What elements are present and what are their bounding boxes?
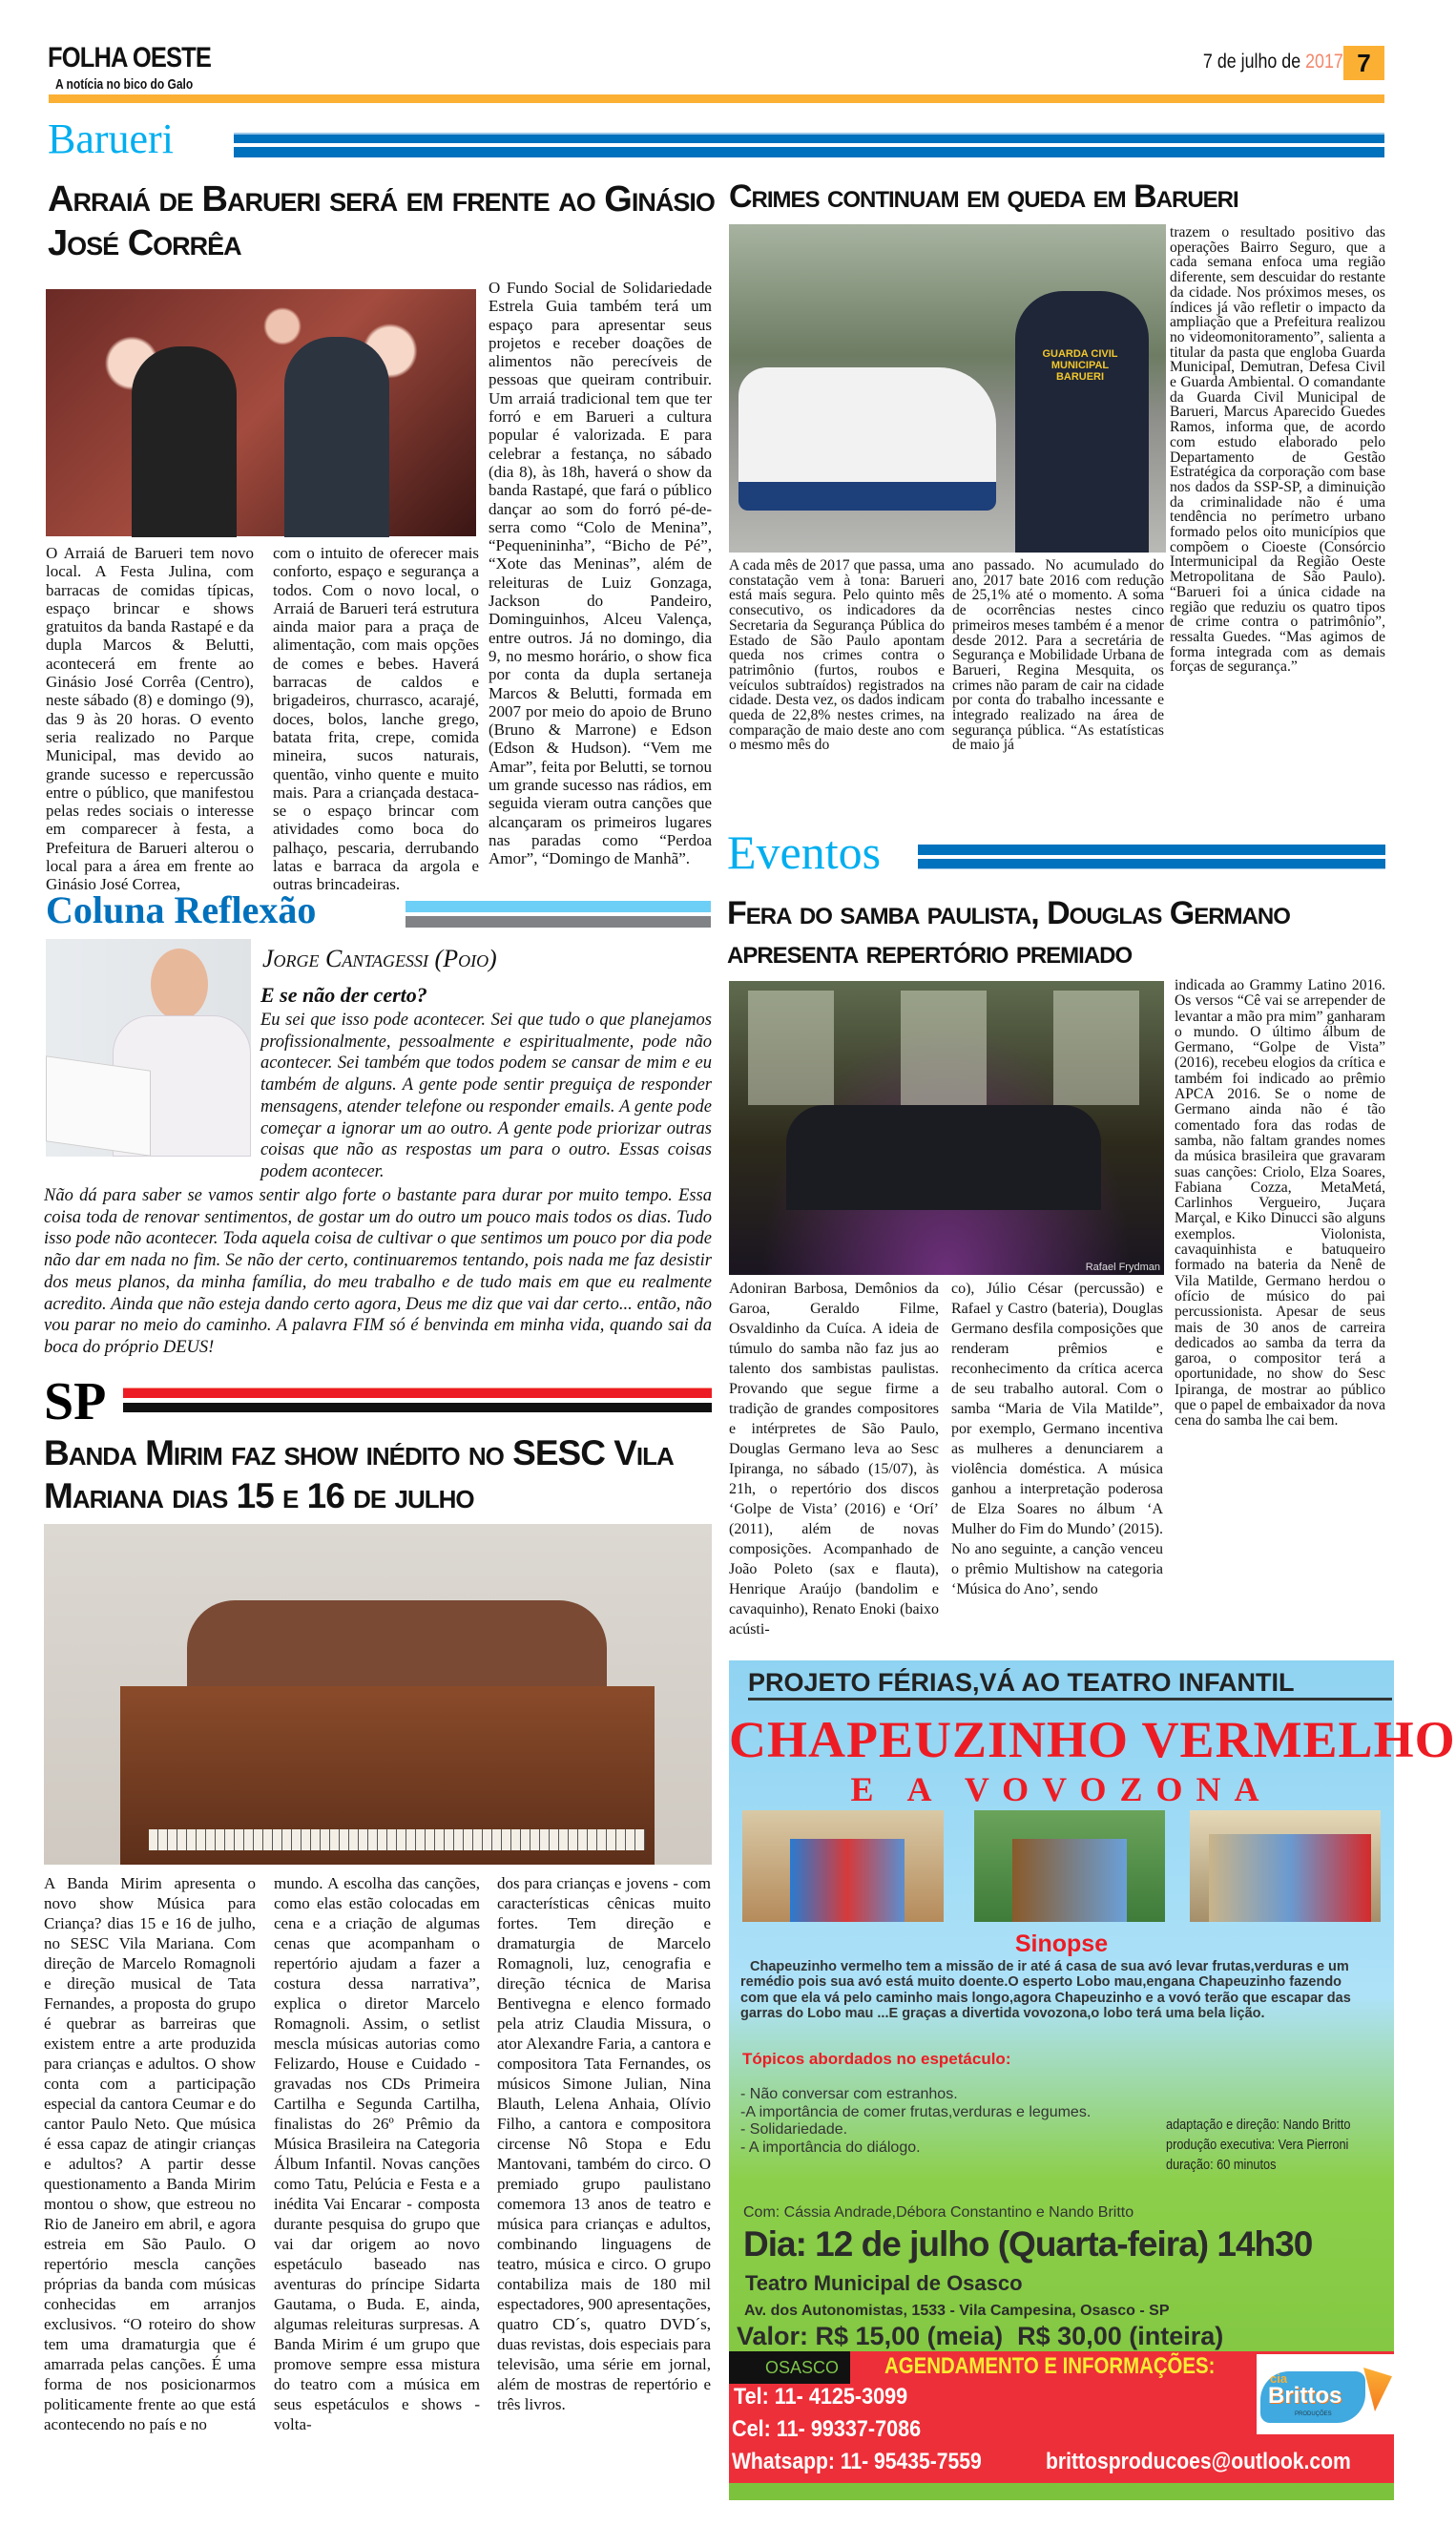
column-text-full: Não dá para saber se vamos sentir algo forte o bastante para durar por muito tempo. Essa coisa toda de renovar sentimentos, de gostar um do outro um pouco mais todos os dias. Tudo isso pode não acontecer. Toda aquela coisa de cultivar o que sentimos um pouco por dia pode não dar em nada no fim. Se não der certo, continuaremos tentando, pois nada me faz desistir dos meus planos, da minha família, do meu trabalho e de tudo mais em que eu realmente acredito. Ainda que não esteja dando certo agora, Deus me diz que vai dar certo... então, não vou parar no meio do caminho. A palavra FIM só é benvinda em minha vida, quando sai da boca do próprio DEUS! [44,1186,712,1357]
osasco-logo: OSASCO [729,2351,850,2384]
section-rule [234,133,1384,161]
section-barueri: Barueri [48,115,174,162]
crimes-headline: Crimes continuam em queda em Barueri [729,178,1238,215]
banda-col-3: dos para crianças e jovens - com características cênicas muito fortes. Tem direção e dramaturgia de Marcelo Romagnoli, luz, cenografia e direção técnica de Marisa Bentivegna e elenco formado pela atriz Claudia Missura, o ator Alexandre Faria, a cantora e compositora Tata Fernandes, os músicos Simone Julian, Nina Blauth, Lelena Anhaia, Olívio Filho, a cantora e compositora circense Nô Stopa e Edu Mantovani, também do circo. O premiado grupo paulistano comemora 13 anos de teatro e música para crianças e adultos, combinando linguagens de teatro, música e circo. O grupo contabiliza mais de 180 mil espectadores, 900 apresentações, quatro CD´s, quatro DVD´s, duas revistas, dois especiais para televisão, uma série em jornal, além de mostras de repertório e três livros. [497,1874,711,2413]
laptop [46,1055,151,1156]
column-title: E se não der certo? [260,983,427,1007]
section-coluna-reflexao: Coluna Reflexão [46,888,317,931]
ad-date: Dia: 12 de julho (Quarta-feira) 14h30 [743,2224,1313,2264]
issue-date [1203,51,1343,73]
columnist-head [151,949,208,1020]
date-prefix: 7 de julho de [1203,51,1301,73]
section-rule [918,845,1385,873]
ad-email[interactable]: brittosproducoes@outlook.com [1046,2449,1351,2474]
crimes-photo [729,224,1166,553]
ad-topic: - Solidariedade. [740,2121,848,2138]
ad-address: Av. dos Autonomistas, 1533 - Vila Campesina, Osasco - SP [744,2303,1170,2319]
musicians [786,1105,1101,1210]
arraia-col-3: O Fundo Social de Solidariedade Estrela Guia também terá um espaço para apresentar seus projetos e receber doações de alimentos não perecíveis de pessoas que queiram contribuir. Um arraiá tradicional tem que ter forró e em Barueri a cultura popular é valorizada. E para celebrar a festança, no sábado (dia 8), às 18h, haverá o show da banda Rastapé, que fará o público dançar ao som do forró pé-de-serra como “Colo de Menina”, “Pequenininha”, “Bicho de Pé”, “Xote das Meninas”, além de releituras de Luiz Gonzaga, Jackson do Pandeiro, Dominguinhos, Alceu Valença, entre outros. Já no domingo, dia 9, no mesmo horário, o show fica por conta da dupla sertaneja Marcos & Belutti, formada em 2007 por meio do apoio de Bruno (Bruno & Marrone) e Edson (Edson & Hudson). “Vem me Amar”, feita por Belutti, se tornou um grande sucesso nas rádios, em seguida vieram outra canções que alcançaram os primeiros lugares nas paradas como “Perdoa Amor”, “Domingo de Manhã”. [489,279,712,868]
police-car [738,367,996,511]
actors [790,1839,905,1922]
ad-whatsapp: Whatsapp: 11- 95435-7559 [732,2449,982,2474]
ad-topics-label: Tópicos abordados no espetáculo: [742,2050,1011,2068]
brittos-logo-sub: PRODUÇÕES [1295,2411,1332,2417]
crimes-col-3: trazem o resultado positivo das operações Bairro Seguro, que a cada semana enfoca uma região diferente, sem descuidar do restante da cidade. Nos próximos meses, os índices já vão refletir o impacto da ampliação que a Prefeitura realizou no videomonitoramento”, salienta a titular da pasta que engloba Guarda Municipal, Demutran, Defesa Civil e Guarda Ambiental. O comandante da Guarda Civil Municipal de Barueri, Marcus Aparecido Guedes Ramos, informa que, de acordo com estudo elaborado pelo Departamento de Gestão Estratégica da corporação com base nos dados da SSP-SP, a diminuição da criminalidade não é uma tendência no perímetro urbano formado pelos oito municípios que compõem o Cioeste (Consórcio Intermunicipal da Região Oeste Metropolitana de São Paulo). “Barueri foi a única cidade na região que reduziu os quatro tipos de crime contra o patrimônio”, ressalta Guedes. “Mas agimos de forma integrada com as demais forças de segurança.” [1170,224,1385,676]
ad-cel: Cel: 11- 99337-7086 [732,2416,922,2442]
banda-photo [44,1524,712,1865]
actors [1012,1839,1127,1922]
window [1053,991,1139,1105]
ad-credit: adaptação e direção: Nando Britto [1166,2117,1351,2133]
ad-title: CHAPEUZINHO VERMELHO [729,1711,1456,1768]
window [748,991,834,1105]
ad-sinopse-label: Sinopse [1014,1930,1109,1957]
douglas-headline: Fera do samba paulista, Douglas Germano apresenta repertório premiado [727,895,1290,971]
columnist-photo [46,939,251,1157]
singer-figure [284,337,389,537]
ad-booking-title: AGENDAMENTO E INFORMAÇÕES: [884,2353,1216,2379]
brittos-logo-flag [1363,2368,1392,2411]
section-eventos: Eventos [727,825,882,879]
ad-cast: Com: Cássia Andrade,Débora Constantino e Nando Britto [743,2204,1134,2221]
douglas-col-1: Adoniran Barbosa, Demônios da Garoa, Geraldo Filme, Osvaldinho da Cuíca. A ideia de túmulo do samba não faz jus ao talento dos sambistas paulistas. Provando que segue firme a tradição de grandes compositores e intérpretes de São Paulo, Douglas Germano leva ao Sesc Ipiranga, no sábado (15/07), às 21h, o repertório dos discos ‘Golpe de Vista’ (2016) e ‘Orí’ (2011), além de novas composições. Acompanhado de João Poleto (sax e flauta), Henrique Araújo (bandolim e cavaquinho), Renato Enoki (baixo acústi- [729,1281,939,1638]
guard-figure [1015,291,1149,553]
piano-keys [149,1829,645,1850]
arraia-col-2: com o intuito de oferecer mais conforto, espaço e segurança a todos. Com o novo local, o Arraiá de Barueri terá estrutura ainda maior para a praça de alimentação, com mais opções de comes e bebes. Haverá barracas de caldos e brigadeiros, churrasco, acarajé, doces, bolos, lanche grego, batata frita, crepe, comida mineira, sucos naturais, quentão, vinho quente e muito mais. Para a criançada destaca-se o espaço brincar com atividades como boca do palhaço, pescaria, derrubando latas e barraca da argola e outras brincadeiras. [273,544,479,894]
section-rule-black [123,1403,712,1412]
ad-topic: -A importância de comer frutas,verduras e legumes. [740,2103,1092,2120]
arraia-col-1: O Arraiá de Barueri tem novo local. A Festa Julina, com barracas de comidas típicas, espaço brincar e shows gratuitos da banda Rastapé e da dupla Marcos & Belutti, acontecerá em frente ao Ginásio José Corrêa (Centro), neste sábado (8) e domingo (9), das 9 às 20 horas. O evento seria realizado no Parque Municipal, mas devido ao grande sucesso e repercussão entre o público, que manifestou pelas redes sociais o interesse em comparecer à festa, a Prefeitura de Barueri alterou o local para a área em frente ao Ginásio José Correa, [46,544,254,894]
ad-topic: - Não conversar com estranhos. [740,2086,958,2102]
banda-headline: Banda Mirim faz show inédito no SESC Vila Mariana dias 15 e 16 de julho [44,1433,674,1516]
page-number: 7 [1343,46,1384,80]
ad-topics [740,2086,1091,2157]
actors [1209,1834,1371,1922]
ad-sinopse: Chapeuzinho vermelho tem a missão de ir até á casa de sua avó levar frutas,verduras e um remédio pois sua avó está muito doente.O esperto Lobo mau,engana Chapeuzinho fazendo com que ela vá pelo caminho mais longo,agora Chapeuzinho e a vovó terão que escapar das garras do Lobo mau ...E graças a divertida vovozona,o lobo terá uma bela lição. [740,1959,1351,2021]
section-sp: SP [44,1372,107,1431]
ad-photo-1 [742,1810,944,1922]
masthead-title: FOLHA OESTE [48,42,212,73]
date-year: 2017 [1305,51,1343,73]
crimes-col-1: A cada mês de 2017 que passa, uma constatação vem à tona: Barueri está mais segura. Pelo quinto mês consecutivo, os indicadores da Secretaria da Segurança Pública do Estado de São Paulo apontam queda nos crimes contra o patrimônio (furtos, roubos e veículos subtraídos) registrados na cidade. Desta vez, os dados indicam queda de 22,8% nestes crimes, na comparação de maio deste ano com o mesmo mês do [729,557,945,754]
ad-price: Valor: R$ 15,00 (meia) R$ 30,00 (inteira) [737,2322,1224,2350]
header-divider [49,94,1384,103]
arraia-photo [46,289,476,536]
ad-top-title: PROJETO FÉRIAS,VÁ AO TEATRO INFANTIL [748,1668,1392,1701]
douglas-col-3: indicada ao Grammy Latino 2016. Os versos “Cê vai se arrepender de levantar a mão pra mim” ganharam o mundo. O último álbum de Germano, “Golpe de Vista” (2016), recebeu elogios da crítica e também foi indicado ao prêmio APCA 2016. Se o nome de Germano ainda não é tão comentado fora das rodas de samba, não faltam grandes nomes da música brasileira que gravaram suas canções: Criolo, Elza Soares, Fabiana Cozza, MetaMetá, Carlinhos Vergueiro, Juçara Marçal, e Kiko Dinucci são alguns exemplos. Violonista, cavaquinhista e batuqueiro formado na bateria da Nenê de Vila Matilde, Germano herdou o ofício de músico do pai percussionista. Apesar de seus mais de 30 anos de carreira dedicados ao samba da terra da garoa, o compositor terá a oportunidade, no show do Sesc Ipiranga, de mostrar ao público que o papel de embaixador da nova cena do samba lhe cai bem. [1175,977,1385,1429]
brittos-logo-text: Brittos [1268,2383,1342,2409]
crimes-col-2: ano passado. No acumulado do ano, 2017 bate 2016 com redução de 25,1% até o momento. A soma de ocorrências nestes cinco primeiros meses também é a menor desde 2012. Para a secretária de Segurança e Mobilidade Urbana de Barueri, Regina Mesquita, os crimes não param de cair na cidade por conta do trabalho incessante e integrado realizado na área de segurança pública. “As estatísticas de maio já [952,557,1164,754]
section-rule-light [406,901,711,912]
douglas-col-2: co), Júlio César (percussão) e Rafael y Castro (bateria), Douglas Germano desfila composições que renderam prêmios e reconhecimento da crítica acerca de seu trabalho autoral. Com o samba “Maria de Vila Matilde”, por exemplo, Germano incentiva as mulheres a denunciarem a violência doméstica. A música ganhou a interpretação poderosa de Elza Soares no álbum ‘A Mulher do Fim do Mundo’ (2015). No ano seguinte, a canção venceu o prêmio Multishow na categoria ‘Música do Ano’, sendo [951,1281,1163,1597]
douglas-photo [729,981,1164,1275]
ad-credit: duração: 60 minutos [1166,2157,1277,2173]
banda-col-2: mundo. A escolha das canções, como elas estão colocadas em cena e a criação de algumas cenas que acompanham o repertório ajudam a fazer a costura dessa narrativa”, explica o diretor Marcelo Romagnoli. Assim, o setlist mescla músicas autorias como Felizardo, House e Cuidado - gravadas nos CDs Primeira Cartilha e Segunda Cartilha, finalistas do 26º Prêmio da Música Brasileira na Categoria Álbum Infantil. Novas canções como Tatu, Pelúcia e Festa e a inédita Vai Encarar - composta durante pesquisa do grupo que vai dar origem ao novo espetáculo baseado nas aventuras do príncipe Sidarta Gautama, o Buda. E, ainda, algumas releituras surpresas. A Banda Mirim é um grupo que promove sempre essa mistura do teatro com a música em seus espetáculos e shows - volta- [274,1874,480,2433]
arraia-headline: Arraiá de Barueri será em frente ao Ginásio José Corrêa [48,179,715,264]
ad-topic: - A importância do diálogo. [740,2139,921,2156]
ad-photo-2 [974,1810,1165,1922]
ad-subtitle: E A VOVOZONA [850,1770,1273,1808]
banda-col-1: A Banda Mirim apresenta o novo show Música para Criança? dias 15 e 16 de julho, no SESC Vila Mariana. Com direção de Marcelo Romagnoli e direção musical de Tata Fernandes, a proposta do grupo é quebrar as barreiras que existem entre a arte produzida para crianças e adultos. O show conta com a participação especial da cantora Ceumar e do cantor Paulo Neto. Que música é essa capaz de atingir crianças e adultos? A partir desse questionamento a Banda Mirim montou o show, que estreou no Rio de Janeiro em abril, e agora estreia em São Paulo. O repertório mescla canções próprias da banda com músicas conhecidas em arranjos exclusivos. “O roteiro do show tem uma dramaturgia que é amarrada pelas canções. É uma forma de nos posicionarmos politicamente frente ao que está acontecendo no país e no [44,1874,256,2433]
ad-tel: Tel: 11- 4125-3099 [734,2384,908,2410]
ad-venue: Teatro Municipal de Osasco [745,2271,1023,2295]
brittos-logo-cia: cia [1270,2371,1288,2386]
guard-label: GUARDA CIVIL MUNICIPAL BARUERI [1042,348,1118,383]
column-text-side: Eu sei que isso pode acontecer. Sei que tudo o que planejamos profissionalmente, pessoalmente e espiritualmente, pode não acontecer. Sei também que todos podem se cansar de mim e eu também de alguns. A gente pode sentir preguiça de responder mensagens, atender telefone ou responder emails. A gente pode começar a ignorar um ao outro. A gente pode priorizar outras coisas que não as respostas um para o outro. Essas coisas podem acontecer. [260,1011,712,1181]
ad-photo-3 [1190,1810,1381,1922]
columnist-name: Jorge Cantagessi (Poio) [262,945,497,972]
brittos-logo [1257,2354,1394,2434]
window [901,991,987,1105]
ad-credit: produção executiva: Vera Pierroni [1166,2137,1349,2153]
section-rule-gray [406,916,711,928]
masthead-tagline: A notícia no bico do Galo [55,76,194,93]
band-members [187,1600,607,1696]
ad-credits [1166,2115,1351,2175]
section-rule-red [123,1388,712,1398]
photo-credit: Rafael Frydman [1085,1262,1160,1273]
singer-figure [132,346,237,537]
theater-ad [729,1660,1456,2500]
